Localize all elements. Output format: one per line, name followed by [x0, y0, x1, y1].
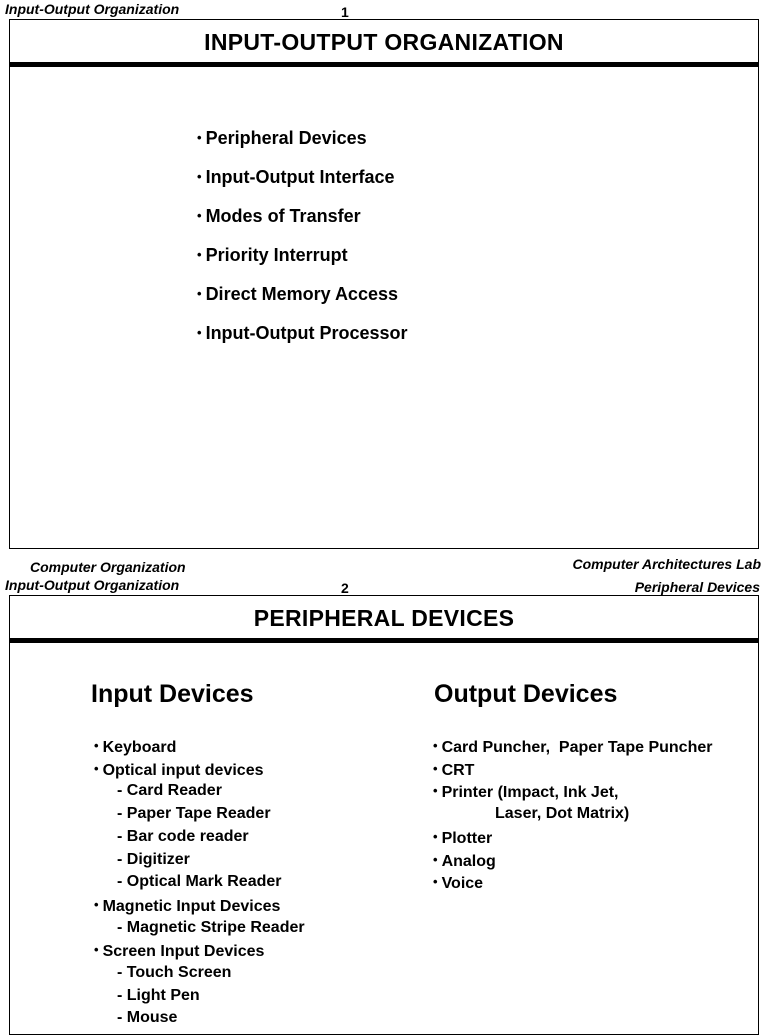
list-item: • Input-Output Interface	[197, 167, 395, 187]
list-item: - Touch Screen	[117, 964, 232, 981]
page1-footer-right: Computer Architectures Lab	[572, 556, 761, 572]
slide1-title: INPUT-OUTPUT ORGANIZATION	[204, 29, 564, 55]
list-item: - Digitizer	[117, 851, 190, 868]
slide1-frame	[9, 19, 759, 549]
list-item: • Voice	[433, 874, 484, 892]
list-item: • Screen Input Devices	[94, 942, 265, 960]
list-item: • Keyboard	[94, 738, 177, 756]
list-item: • Card Puncher, Paper Tape Puncher	[433, 738, 713, 756]
page1-footer-left: Computer Organization	[30, 559, 186, 575]
list-item: • Peripheral Devices	[197, 128, 367, 148]
page2-running-header: Input-Output Organization	[5, 577, 180, 593]
slide2-title-rule	[10, 638, 758, 643]
slide2-title: PERIPHERAL DEVICES	[253, 605, 515, 631]
page2-number: 2	[341, 580, 349, 596]
input-devices-heading: Input Devices	[91, 680, 254, 708]
slide1-title-rule	[10, 62, 758, 67]
list-item: - Card Reader	[117, 782, 222, 799]
list-item: • Magnetic Input Devices	[94, 897, 281, 915]
list-item: • Optical input devices	[94, 761, 264, 779]
list-item: • Analog	[433, 852, 496, 870]
list-item: • Direct Memory Access	[197, 284, 398, 304]
page1-running-header: Input-Output Organization	[5, 1, 180, 17]
list-item: - Paper Tape Reader	[117, 805, 271, 822]
list-item: - Magnetic Stripe Reader	[117, 919, 305, 936]
list-item: Laser, Dot Matrix)	[495, 805, 630, 822]
list-item: • Modes of Transfer	[197, 206, 361, 226]
list-item: - Bar code reader	[117, 828, 249, 845]
page1-number: 1	[341, 4, 349, 20]
output-devices-heading: Output Devices	[434, 680, 618, 708]
list-item: • CRT	[433, 761, 475, 779]
list-item: • Input-Output Processor	[197, 323, 408, 343]
list-item: • Priority Interrupt	[197, 245, 348, 265]
page2-section-header: Peripheral Devices	[634, 579, 760, 595]
list-item: - Mouse	[117, 1009, 178, 1026]
list-item: • Printer (Impact, Ink Jet,	[433, 783, 619, 801]
list-item: • Plotter	[433, 829, 493, 847]
list-item: - Optical Mark Reader	[117, 873, 282, 890]
slide2-frame	[9, 595, 759, 1035]
list-item: - Light Pen	[117, 987, 200, 1004]
